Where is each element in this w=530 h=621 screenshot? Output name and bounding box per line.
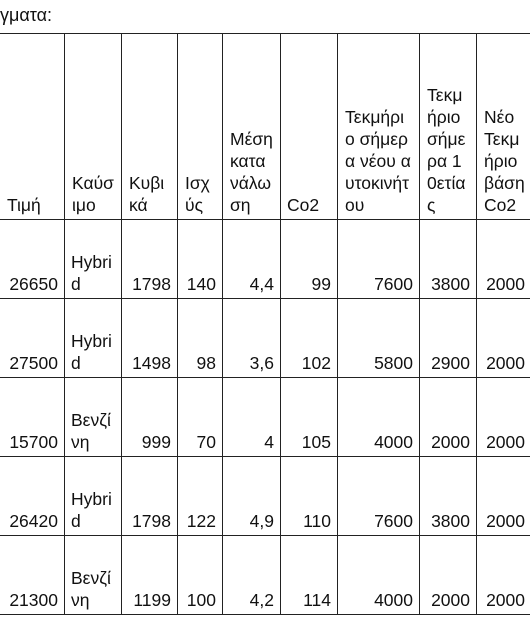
- cell-co2: 102: [281, 299, 338, 378]
- car-data-table: [0, 33, 530, 615]
- cell-engine-cc: 999: [122, 378, 178, 457]
- cell-fuel: Hybrid: [65, 220, 122, 299]
- cell-tax-new-car: 7600: [338, 457, 420, 536]
- table-row: [0, 299, 530, 378]
- cell-tax-new-car: 5800: [338, 299, 420, 378]
- cell-price: 26650: [0, 220, 65, 299]
- cell-avg-consumption: 4: [223, 378, 281, 457]
- cell-price: 15700: [0, 378, 65, 457]
- header-tax-10-year: Τεκμήριο σήμερα 10ετίας: [420, 34, 477, 220]
- cell-new-tax-co2: 2000: [477, 220, 530, 299]
- cell-tax-10-year: 3800: [420, 457, 477, 536]
- cell-power: 70: [178, 378, 223, 457]
- cell-fuel: Hybrid: [65, 299, 122, 378]
- cell-new-tax-co2: 2000: [477, 299, 530, 378]
- cell-co2: 105: [281, 378, 338, 457]
- cell-tax-10-year: 2000: [420, 378, 477, 457]
- cell-tax-10-year: 3800: [420, 220, 477, 299]
- cell-price: 27500: [0, 299, 65, 378]
- cell-engine-cc: 1798: [122, 220, 178, 299]
- cell-engine-cc: 1798: [122, 457, 178, 536]
- cell-tax-new-car: 4000: [338, 536, 420, 615]
- cell-avg-consumption: 3,6: [223, 299, 281, 378]
- cell-avg-consumption: 4,4: [223, 220, 281, 299]
- table-row: [0, 536, 530, 615]
- cell-avg-consumption: 4,2: [223, 536, 281, 615]
- header-price: Τιμή: [0, 34, 65, 220]
- cell-power: 100: [178, 536, 223, 615]
- cell-fuel: Βενζίνη: [65, 536, 122, 615]
- cell-co2: 114: [281, 536, 338, 615]
- document-heading: γματα:: [0, 5, 53, 25]
- cell-power: 122: [178, 457, 223, 536]
- header-power: Ισχύς: [178, 34, 223, 220]
- table-row: [0, 457, 530, 536]
- cell-co2: 110: [281, 457, 338, 536]
- cell-price: 26420: [0, 457, 65, 536]
- header-engine-cc: Κυβικά: [122, 34, 178, 220]
- cell-new-tax-co2: 2000: [477, 457, 530, 536]
- header-avg-consumption: Μέση κατανάλωση: [223, 34, 281, 220]
- cell-engine-cc: 1498: [122, 299, 178, 378]
- table-row: [0, 220, 530, 299]
- cell-fuel: Βενζίνη: [65, 378, 122, 457]
- cell-avg-consumption: 4,9: [223, 457, 281, 536]
- cell-new-tax-co2: 2000: [477, 536, 530, 615]
- cell-power: 140: [178, 220, 223, 299]
- cell-fuel: Hybrid: [65, 457, 122, 536]
- cell-tax-10-year: 2900: [420, 299, 477, 378]
- cell-tax-10-year: 2000: [420, 536, 477, 615]
- cell-engine-cc: 1199: [122, 536, 178, 615]
- header-co2: Co2: [281, 34, 338, 220]
- header-new-tax-co2: Νέο Τεκμήριο βάση Co2: [477, 34, 530, 220]
- header-fuel: Καύσιμο: [65, 34, 122, 220]
- cell-co2: 99: [281, 220, 338, 299]
- cell-price: 21300: [0, 536, 65, 615]
- table-row: [0, 378, 530, 457]
- header-tax-new-car: Τεκμήριο σήμερα νέου αυτοκινήτου: [338, 34, 420, 220]
- cell-tax-new-car: 4000: [338, 378, 420, 457]
- cell-power: 98: [178, 299, 223, 378]
- cell-tax-new-car: 7600: [338, 220, 420, 299]
- table-header-row: [0, 34, 530, 220]
- cell-new-tax-co2: 2000: [477, 378, 530, 457]
